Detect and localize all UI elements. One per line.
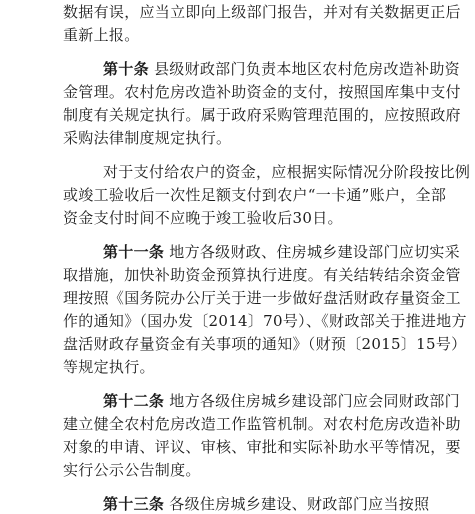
- article-first-line: [103, 391, 460, 411]
- text-line: 盘活财政存量资金有关事项的通知》（财预〔2015〕15号）: [63, 335, 467, 353]
- text-line: 取措施，加快补助资金预算执行进度。有关结转结余资金管: [63, 266, 461, 284]
- article-text: 各级住房城乡建设、财政部门应当按照: [164, 495, 430, 513]
- text-line: 资金支付时间不应晚于竣工验收后30日。: [63, 209, 343, 227]
- text-line: 对于支付给农户的资金，应根据实际情况分阶段按比例: [103, 163, 471, 181]
- article-first-line: [103, 59, 460, 79]
- article-text: 地方各级住房城乡建设部门应会同财政部门: [164, 392, 460, 410]
- text-line: 或竣工验收后一次性足额支付到农户“一卡通”账户，全部: [63, 186, 447, 204]
- text-line: 理按照《国务院办公厅关于进一步做好盘活财政存量资金工: [63, 289, 461, 307]
- article-label: 第十条: [103, 60, 149, 78]
- text-line: 作的通知》（国办发〔2014〕70号）、《财政部关于推进地方: [63, 312, 467, 330]
- article-text: 地方各级财政、住房城乡建设部门应切实采: [164, 243, 460, 261]
- article-label: 第十一条: [103, 243, 165, 261]
- article-text: 县级财政部门负责本地区农村危房改造补助资: [148, 60, 460, 78]
- text-line: 建立健全农村危房改造工作监管机制。对农村危房改造补助: [63, 415, 461, 433]
- article-label: 第十二条: [103, 392, 165, 410]
- article-label: 第十三条: [103, 495, 165, 513]
- text-line: 对象的申请、评议、审核、审批和实际补助水平等情况，要: [63, 438, 461, 456]
- text-line: 数据有误，应当立即向上级部门报告，并对有关数据更正后: [63, 3, 461, 21]
- article-first-line: [103, 242, 460, 262]
- text-line: 采购法律制度规定执行。: [63, 129, 232, 147]
- article-first-line: [103, 494, 429, 514]
- text-line: 重新上报。: [63, 26, 140, 44]
- text-line: 制度有关规定执行。属于政府采购管理范围的，应按照政府: [63, 106, 461, 124]
- text-line: 等规定执行。: [63, 358, 155, 376]
- text-line: 实行公示公告制度。: [63, 461, 201, 479]
- text-line: 金管理。农村危房改造补助资金的支付，按照国库集中支付: [63, 83, 461, 101]
